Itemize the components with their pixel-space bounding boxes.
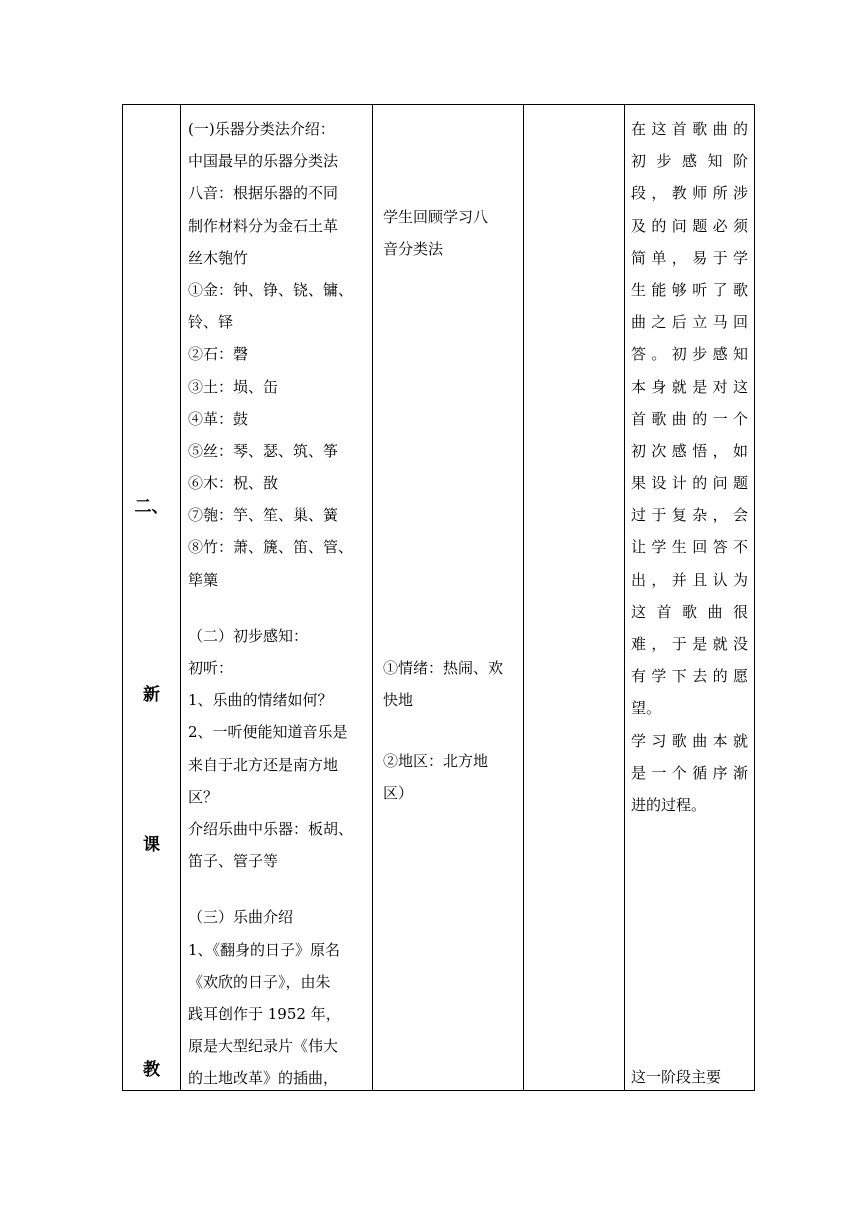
content-line: 筚篥 bbox=[188, 570, 219, 589]
content-line: 来自于北方还是南方地 bbox=[188, 755, 339, 774]
intent-line: 学习歌曲本就 bbox=[631, 731, 748, 750]
intent-line: 这一阶段主要 bbox=[631, 1068, 722, 1086]
content-line: ⑦匏：竽、笙、巢、簧 bbox=[188, 506, 339, 525]
content-line: 《欢欣的日子》，由朱 bbox=[188, 972, 331, 991]
intent-line: 初步感知阶 bbox=[631, 152, 748, 171]
content-line: 原是大型纪录片《伟大 bbox=[188, 1037, 339, 1056]
intent-line: 过于复杂，会 bbox=[631, 506, 748, 525]
section-char: 课 bbox=[143, 835, 160, 855]
activity-line: ①情绪：热闹、欢 bbox=[383, 659, 504, 677]
activity-review bbox=[375, 201, 517, 265]
intent-line: 是一个循序渐 bbox=[631, 763, 748, 782]
empty-column bbox=[524, 105, 625, 1091]
intent-line: 果设计的问题 bbox=[631, 474, 748, 493]
activity-line: 区） bbox=[383, 784, 414, 803]
design-intent-paragraph bbox=[625, 105, 754, 821]
activity-region-answer bbox=[375, 745, 517, 809]
content-line: （三）乐曲介绍 bbox=[188, 908, 294, 927]
intent-line: 曲之后立马回 bbox=[631, 313, 748, 332]
activity-emotion-answer bbox=[375, 652, 517, 716]
activity-line: 音分类法 bbox=[383, 240, 444, 259]
design-intent-column bbox=[625, 105, 755, 1091]
content-line: 笛子、管子等 bbox=[188, 852, 279, 871]
content-line: 1、《翻身的日子》原名 bbox=[188, 940, 341, 959]
intent-line: 答。初步感知 bbox=[631, 345, 748, 364]
content-line: 介绍乐曲中乐器：板胡、 bbox=[188, 819, 354, 838]
design-intent-next bbox=[631, 1061, 748, 1093]
intent-line: 有学下去的愿 bbox=[631, 667, 748, 686]
intent-line: 望。 bbox=[631, 699, 662, 718]
intent-line: 首歌曲的一个 bbox=[631, 409, 748, 428]
content-line: ③土：埙、缶 bbox=[188, 377, 279, 396]
intent-line: 简单，易于学 bbox=[631, 248, 748, 267]
intent-line: 难，于是就没 bbox=[631, 635, 748, 653]
content-line: ⑧竹：萧、篪、笛、管、 bbox=[188, 538, 354, 557]
content-line: 1、乐曲的情绪如何？ bbox=[188, 691, 333, 710]
content-line: 2、一听便能知道音乐是 bbox=[188, 723, 348, 742]
content-line: ④革：鼓 bbox=[188, 409, 249, 428]
section-char: 新 bbox=[143, 685, 160, 705]
content-part-instrument-classification bbox=[181, 105, 372, 1094]
blank-line bbox=[188, 596, 366, 620]
intent-line: 出，并且认为 bbox=[631, 570, 748, 589]
content-line: 的土地改革》的插曲， bbox=[188, 1069, 339, 1088]
section-column bbox=[123, 105, 181, 1091]
content-line: 丝木匏竹 bbox=[188, 248, 249, 267]
content-line: ②石：磬 bbox=[188, 345, 249, 364]
intent-line: 及的问题必须 bbox=[631, 216, 748, 235]
activity-line: 学生回顾学习八 bbox=[383, 208, 489, 226]
intent-line: 段，教师所涉 bbox=[631, 184, 748, 203]
content-line: 铃、铎 bbox=[188, 313, 234, 332]
intent-line: 初次感悟，如 bbox=[631, 441, 748, 460]
content-line: (一)乐器分类法介绍： bbox=[188, 120, 335, 138]
activity-line: 快地 bbox=[383, 691, 414, 710]
content-line: ⑤丝：琴、瑟、筑、筝 bbox=[188, 441, 339, 460]
content-line: 八音：根据乐器的不同 bbox=[188, 184, 339, 203]
intent-line: 让学生回答不 bbox=[631, 538, 748, 557]
content-line: 区？ bbox=[188, 787, 219, 806]
content-line: 初听： bbox=[188, 659, 234, 677]
intent-line: 这首歌曲很 bbox=[631, 602, 748, 621]
table-row bbox=[123, 105, 755, 1091]
intent-line: 本身就是对这 bbox=[631, 377, 748, 396]
lesson-plan-table bbox=[122, 104, 755, 1091]
blank-line bbox=[188, 877, 366, 901]
intent-line: 在这首歌曲的 bbox=[631, 120, 748, 138]
content-line: 制作材料分为金石土革 bbox=[188, 216, 339, 235]
section-char: 教 bbox=[143, 1060, 160, 1080]
intent-line: 进的过程。 bbox=[631, 795, 707, 814]
student-activity-column bbox=[373, 105, 524, 1091]
content-line: ①金：钟、铮、铙、镛、 bbox=[188, 280, 354, 299]
intent-line: 生能够听了歌 bbox=[631, 280, 748, 299]
content-line: 践耳创作于 1952 年， bbox=[188, 1004, 341, 1023]
teaching-content-column bbox=[181, 105, 373, 1091]
activity-line: ②地区：北方地 bbox=[383, 752, 489, 770]
content-line: ⑥木：柷、敔 bbox=[188, 474, 279, 493]
content-line: 中国最早的乐器分类法 bbox=[188, 152, 339, 171]
content-line: （二）初步感知： bbox=[188, 626, 309, 645]
section-char: 二、 bbox=[134, 497, 169, 517]
